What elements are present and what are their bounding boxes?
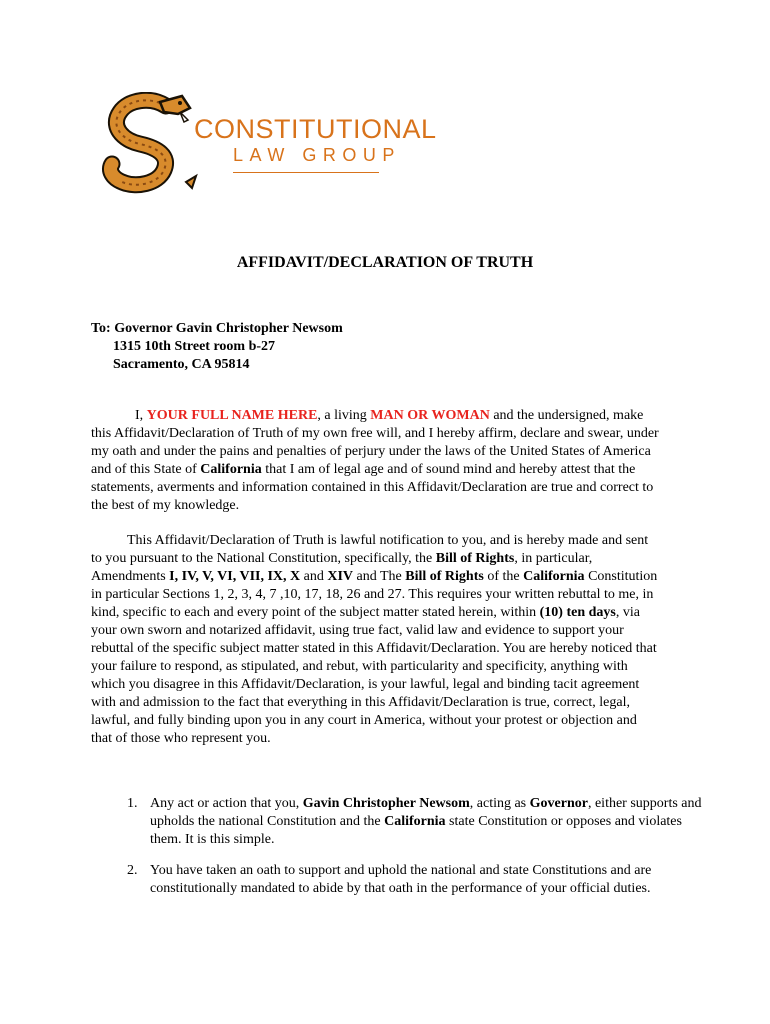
para1-text-4: that I am of legal age and of sound mind and hereby attest that the statements, averments and information contained in this Affidavit/Declaration are true and correct to the best of my knowledge. <box>91 462 654 513</box>
para2-bold-6: (10) ten days <box>539 605 616 620</box>
recipient-address <box>91 320 343 374</box>
item1-text-1: Any act or action that you, <box>150 796 303 811</box>
para2-text-6: Constitution in particular Sections 1, 2, 3, 4, 7 ,10, 17, 18, 26 and 27. This requires your written rebuttal to me, in kind, specific to each and every point of the subject matter stated herein, within <box>91 569 658 620</box>
list-item <box>127 795 705 849</box>
item1-text-4: state Constitution or opposes and violates them. It is this simple. <box>150 814 682 847</box>
para2-bold-5: California <box>523 569 585 584</box>
name-placeholder: YOUR FULL NAME HERE <box>146 408 318 423</box>
para2-bold-1: Bill of Rights <box>435 551 515 566</box>
item2-text-1: You have taken an oath to support and uphold the national and state Constitutions and are constitutionally mandated to abide by that oath in the performance of your official duties. <box>150 863 652 896</box>
item1-bold-3: California <box>384 814 446 829</box>
document-title: AFFIDAVIT/DECLARATION OF TRUTH <box>236 254 534 271</box>
snake-icon <box>100 92 200 200</box>
item1-text-3: , either supports and upholds the national Constitution and the <box>150 796 702 829</box>
logo-text-constitutional: CONSTITUTIONAL <box>194 114 437 144</box>
para2-text-4: and The <box>353 569 406 584</box>
paragraph-declaration <box>91 407 661 515</box>
paragraph-notification <box>91 532 661 748</box>
para2-bold-4: Bill of Rights <box>405 569 484 584</box>
para2-text-7: , via your own sworn and notarized affidavit, using true fact, valid law and evidence to support your rebuttal of the specific subject matter stated in this Affidavit/Declaration. You are hereby noticed that your failure to respond, as stipulated, and rebut, with particularity and specificity, anything with which you disagree in this Affidavit/Declaration, is your lawful, legal and binding tacit agreement with and admission to the fact that everything in this Affidavit/Declaration is true, correct, legal, lawful, and fully binding upon you in any court in America, without your protest or objection and that of those who represent you. <box>91 605 657 746</box>
para2-bold-2: I, IV, V, VI, VII, IX, X <box>169 569 301 584</box>
para2-bold-3: XIV <box>327 569 354 584</box>
para1-bold-california: California <box>200 462 262 477</box>
list-item-number: 1. <box>127 796 138 811</box>
logo-text-law-group: LAW GROUP <box>233 145 401 165</box>
para1-text-2: , a living <box>317 408 371 423</box>
list-item <box>127 862 705 898</box>
logo <box>100 92 437 200</box>
item1-text-2: , acting as <box>469 796 530 811</box>
logo-divider <box>233 172 379 173</box>
item1-bold-1: Gavin Christopher Newsom <box>302 796 470 811</box>
item1-bold-2: Governor <box>529 796 588 811</box>
list-item-number: 2. <box>127 863 138 878</box>
address-city: Sacramento, CA 95814 <box>113 357 250 372</box>
para2-text-3: and <box>300 569 328 584</box>
para2-text-2: , in particular, Amendments <box>91 551 593 584</box>
address-street: 1315 10th Street room b-27 <box>113 339 276 354</box>
para1-text-3: and the undersigned, make this Affidavit/Declaration of Truth of my own free will, and I hereby affirm, declare and swear, under my oath and under the pains and penalties of perjury under the laws of the United States of America and of this State of <box>91 408 659 477</box>
address-to-line: To: Governor Gavin Christopher Newsom <box>91 321 343 336</box>
para2-text-5: of the <box>483 569 524 584</box>
gender-placeholder: MAN OR WOMAN <box>370 408 490 423</box>
para2-text-1: This Affidavit/Declaration of Truth is lawful notification to you, and is hereby made and sent to you pursuant to the National Constitution, specifically, the <box>91 533 649 566</box>
para1-text-1: I, <box>135 408 147 423</box>
